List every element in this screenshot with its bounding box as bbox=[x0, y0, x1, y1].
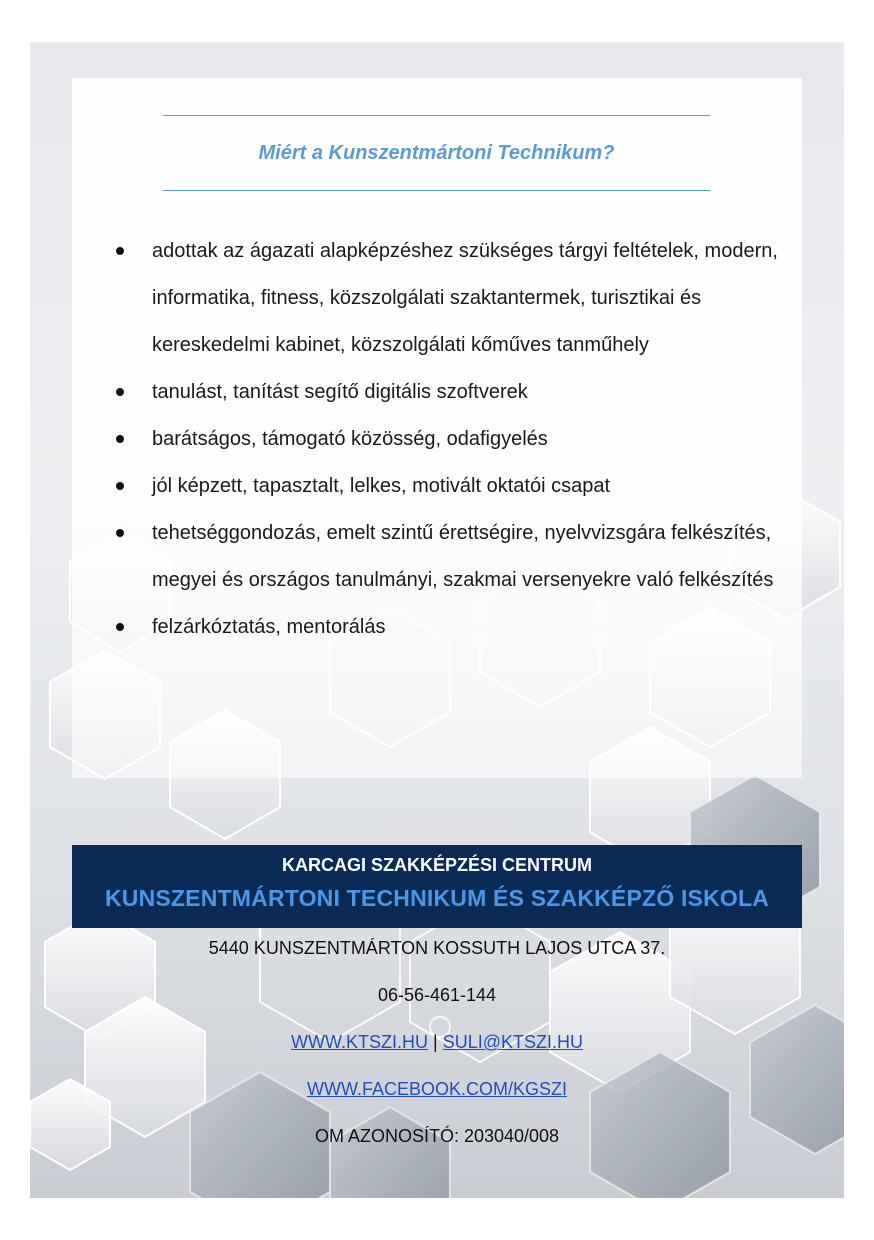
facebook-link[interactable]: WWW.FACEBOOK.COM/KGSZI bbox=[306, 1079, 567, 1099]
bullet-icon bbox=[116, 247, 124, 255]
list-item-text: tanulást, tanítást segítő digitális szoftverek bbox=[152, 381, 528, 403]
list-item-text: tehetséggondozás, emelt szintű érettségire, nyelvvizsgára felkészítés, megyei és országos tanulmányi, szakmai versenyekre való felkészítés bbox=[152, 522, 774, 591]
centre-name: KARCAGI SZAKKÉPZÉSI CENTRUM bbox=[281, 855, 592, 875]
list-item-text: felzárkóztatás, mentorálás bbox=[152, 616, 386, 638]
link-separator: | bbox=[433, 1032, 438, 1052]
page-heading: Miért a Kunszentmártoni Technikum? bbox=[258, 142, 615, 164]
heading-top-rule bbox=[163, 115, 710, 116]
list-item-text: adottak az ágazati alapképzéshez szükséges tárgyi feltételek, modern, informatika, fitness, közszolgálati szaktantermek, turisztikai és kereskedelmi kabinet, közszolgálati kőműves tanműhely bbox=[152, 240, 778, 356]
features-list bbox=[116, 228, 796, 651]
list-item bbox=[116, 369, 796, 416]
om-identifier: OM AZONOSÍTÓ: 203040/008 bbox=[314, 1126, 560, 1146]
list-item bbox=[116, 228, 796, 369]
web-links bbox=[72, 1032, 802, 1053]
facebook-line bbox=[72, 1079, 802, 1100]
bullet-icon bbox=[116, 482, 124, 490]
bullet-icon bbox=[116, 388, 124, 396]
list-item bbox=[116, 510, 796, 604]
website-link[interactable]: WWW.KTSZI.HU bbox=[291, 1032, 428, 1052]
list-item bbox=[116, 463, 796, 510]
email-link[interactable]: SULI@KTSZI.HU bbox=[442, 1032, 583, 1052]
school-banner bbox=[72, 845, 802, 928]
bullet-icon bbox=[116, 435, 124, 443]
list-item-text: barátságos, támogató közösség, odafigyelés bbox=[152, 428, 548, 450]
heading-bottom-rule bbox=[163, 190, 710, 191]
list-item bbox=[116, 416, 796, 463]
bullet-icon bbox=[116, 529, 124, 537]
phone-number: 06-56-461-144 bbox=[377, 985, 497, 1005]
list-item-text: jól képzett, tapasztalt, lelkes, motivált oktatói csapat bbox=[152, 475, 610, 497]
address: 5440 KUNSZENTMÁRTON KOSSUTH LAJOS UTCA 37. bbox=[208, 938, 666, 958]
school-name: KUNSZENTMÁRTONI TECHNIKUM ÉS SZAKKÉPZŐ ISKOLA bbox=[104, 885, 770, 911]
list-item bbox=[116, 604, 796, 651]
bullet-icon bbox=[116, 623, 124, 631]
